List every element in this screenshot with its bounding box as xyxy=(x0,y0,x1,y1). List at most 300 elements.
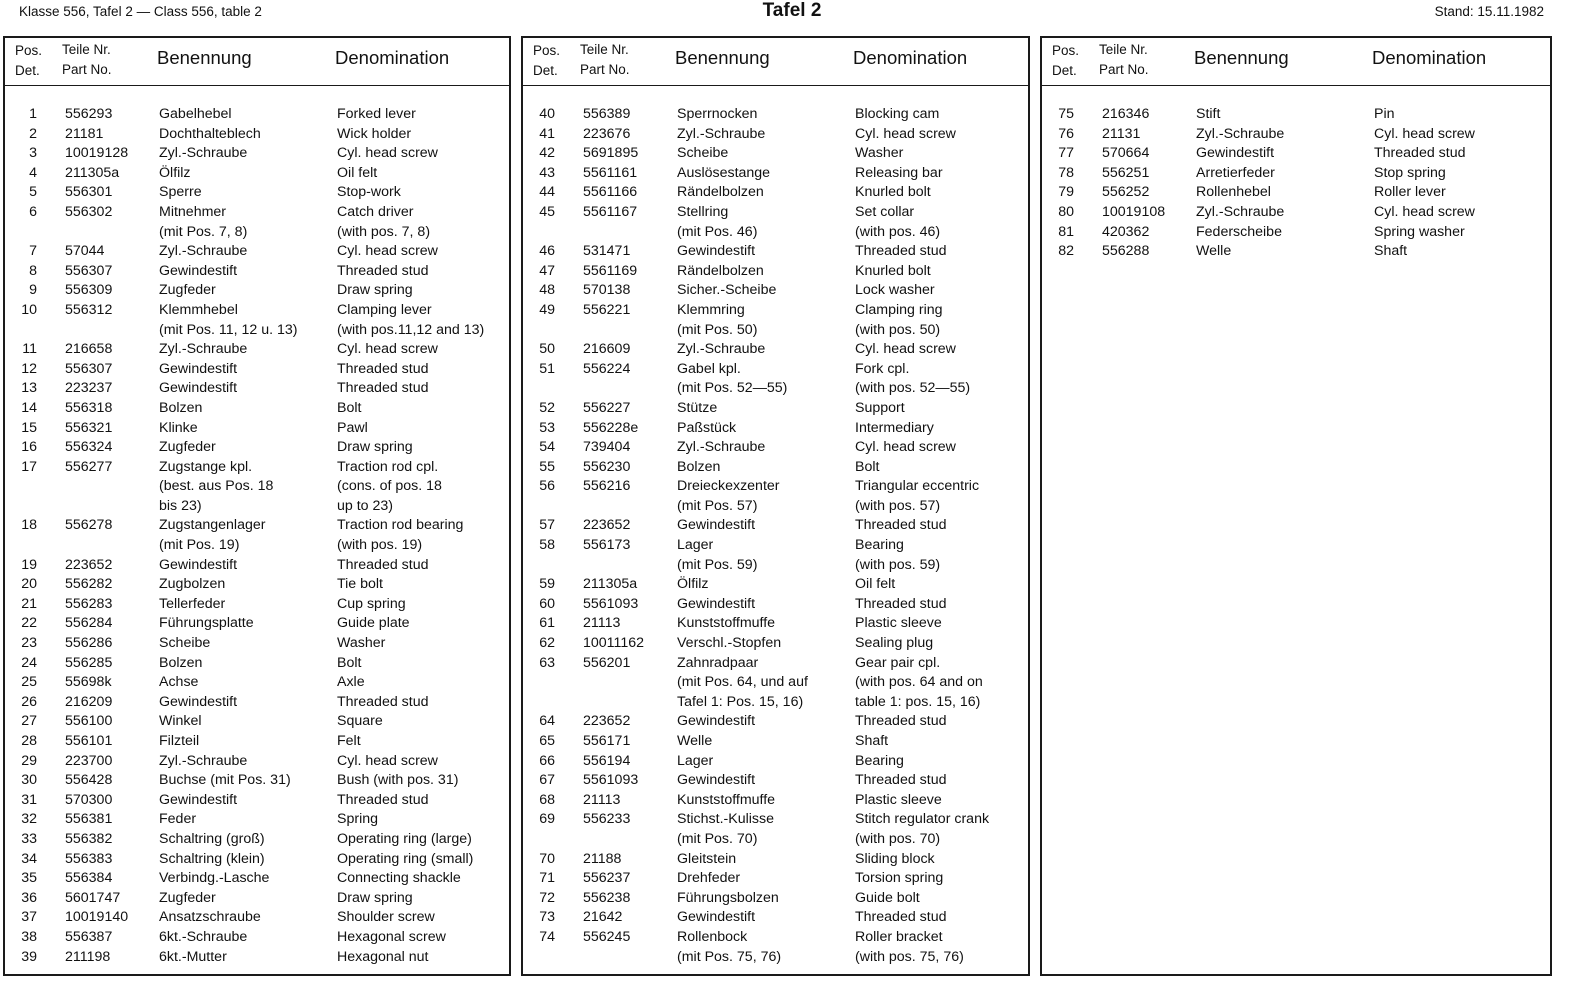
english-name: (with pos. 57) xyxy=(855,497,941,514)
pos-number: 49 xyxy=(539,301,555,318)
table-row-continuation xyxy=(523,497,1028,517)
english-name: Set collar xyxy=(855,203,915,220)
pos-number: 7 xyxy=(29,243,37,260)
part-number: 5561093 xyxy=(583,772,639,789)
english-name: (with pos. 19) xyxy=(337,537,423,554)
german-name: Rollenhebel xyxy=(1196,184,1271,201)
english-name: Bush (with pos. 31) xyxy=(337,772,459,789)
german-name: Ansatzschraube xyxy=(159,909,261,926)
part-number: 223652 xyxy=(583,713,631,730)
english-name: Stop-work xyxy=(337,184,401,201)
pos-header xyxy=(15,41,42,81)
table-row xyxy=(523,908,1028,928)
german-name: Auslösestange xyxy=(677,164,771,181)
pos-number: 29 xyxy=(21,752,37,769)
table-row xyxy=(5,928,509,948)
part-number: 556387 xyxy=(65,928,113,945)
table-row xyxy=(5,340,509,360)
english-name: Cyl. head screw xyxy=(855,125,956,142)
table-row xyxy=(5,850,509,870)
pos-number: 50 xyxy=(539,341,555,358)
table-row xyxy=(5,889,509,909)
table-row xyxy=(523,458,1028,478)
table-row xyxy=(1042,105,1550,125)
english-name: Plastic sleeve xyxy=(855,791,942,808)
pos-number: 59 xyxy=(539,576,555,593)
table-row-continuation xyxy=(5,497,509,517)
table-row xyxy=(523,928,1028,948)
part-number: 223652 xyxy=(65,556,113,573)
german-name: Gewindestift xyxy=(159,262,238,279)
german-name: Bolzen xyxy=(159,399,203,416)
table-row-continuation xyxy=(5,536,509,556)
table-row xyxy=(523,399,1028,419)
table-row xyxy=(5,516,509,536)
part-number: 556100 xyxy=(65,713,113,730)
english-name: Cyl. head screw xyxy=(1374,203,1475,220)
english-name: Gear pair cpl. xyxy=(855,654,941,671)
german-name: Rändelbolzen xyxy=(677,184,764,201)
english-name: Wick holder xyxy=(337,125,412,142)
english-name: Threaded stud xyxy=(337,791,429,808)
pos-number: 8 xyxy=(29,262,37,279)
part-number: 556277 xyxy=(65,458,113,475)
part-number: 21188 xyxy=(583,850,622,867)
part-number: 556312 xyxy=(65,301,113,318)
part-number: 556288 xyxy=(1102,243,1150,260)
part-number: 211305a xyxy=(65,164,120,181)
german-name: Zyl.-Schraube xyxy=(159,145,248,162)
english-name: Catch driver xyxy=(337,203,414,220)
pos-number: 6 xyxy=(29,203,37,220)
german-name: Sicher.-Scheibe xyxy=(677,282,777,299)
pos-number: 20 xyxy=(21,576,37,593)
english-name: (with pos. 75, 76) xyxy=(855,948,964,965)
english-name: Threaded stud xyxy=(1374,145,1466,162)
part-number: 55698k xyxy=(65,674,112,691)
table-row-continuation xyxy=(523,830,1028,850)
pos-number: 1 xyxy=(29,106,37,122)
table-row xyxy=(523,516,1028,536)
table-row xyxy=(1042,164,1550,184)
english-name: Clamping ring xyxy=(855,301,943,318)
english-name: Cyl. head screw xyxy=(855,341,956,358)
english-name: Hexagonal screw xyxy=(337,928,446,945)
pos-number: 33 xyxy=(21,830,37,847)
pos-number: 68 xyxy=(539,791,555,808)
part-number: 5561166 xyxy=(583,184,638,201)
part-number: 556224 xyxy=(583,360,631,377)
table-row xyxy=(5,419,509,439)
pos-number: 26 xyxy=(21,693,37,710)
part-no-header-line1: Teile Nr. xyxy=(1099,42,1148,57)
english-name: Threaded stud xyxy=(855,713,947,730)
part-number: 556428 xyxy=(65,772,113,789)
english-name: Axle xyxy=(337,674,365,691)
part-number: 556194 xyxy=(583,752,631,769)
german-name: Gewindestift xyxy=(677,517,756,534)
english-name: Spring xyxy=(337,811,379,828)
table-row xyxy=(523,360,1028,380)
english-name: Threaded stud xyxy=(337,262,429,279)
pos-number: 23 xyxy=(21,635,37,652)
german-name: Gewindestift xyxy=(159,791,238,808)
part-no-header xyxy=(580,40,630,80)
table-row xyxy=(1042,242,1550,262)
english-name: Threaded stud xyxy=(855,772,947,789)
german-name: Federscheibe xyxy=(1196,223,1282,240)
english-name: Washer xyxy=(337,635,386,652)
pos-number: 43 xyxy=(539,164,555,181)
german-name: (mit Pos. 64, und auf xyxy=(677,674,808,691)
table-row xyxy=(523,164,1028,184)
german-name: bis 23) xyxy=(159,497,202,514)
parts-list xyxy=(523,105,1028,967)
pos-number: 47 xyxy=(539,262,555,279)
table-row xyxy=(5,654,509,674)
part-no-header xyxy=(62,40,112,80)
german-name: Gewindestift xyxy=(159,380,238,397)
pos-number: 54 xyxy=(539,439,555,456)
english-name: Fork cpl. xyxy=(855,360,910,377)
english-name: Stop spring xyxy=(1374,164,1446,181)
benennung-header: Benennung xyxy=(675,47,770,68)
german-name: Paßstück xyxy=(677,419,737,436)
part-number: 556245 xyxy=(583,928,631,945)
english-name: Plastic sleeve xyxy=(855,615,942,632)
pos-number: 18 xyxy=(21,517,37,534)
english-name: Hexagonal nut xyxy=(337,948,429,965)
german-name: Ölfilz xyxy=(159,164,191,181)
english-name: Threaded stud xyxy=(337,380,429,397)
table-row xyxy=(523,438,1028,458)
part-number: 10019108 xyxy=(1102,203,1166,220)
german-name: Zyl.-Schraube xyxy=(677,341,766,358)
part-number: 556252 xyxy=(1102,184,1150,201)
table-row xyxy=(5,144,509,164)
part-number: 556237 xyxy=(583,870,631,887)
part-number: 556278 xyxy=(65,517,113,534)
part-number: 211198 xyxy=(65,948,111,965)
part-number: 570300 xyxy=(65,791,113,808)
denomination-header: Denomination xyxy=(853,47,968,68)
table-row xyxy=(523,203,1028,223)
german-name: Feder xyxy=(159,811,197,828)
table-row xyxy=(5,301,509,321)
english-name: Washer xyxy=(855,145,904,162)
table-row xyxy=(5,614,509,634)
english-name: Forked lever xyxy=(337,106,416,122)
german-name: Gewindestift xyxy=(677,243,756,260)
part-number: 556302 xyxy=(65,203,113,220)
part-no-header-line1: Teile Nr. xyxy=(580,42,629,57)
pos-number: 2 xyxy=(29,125,37,142)
german-name: Zyl.-Schraube xyxy=(159,341,248,358)
table-row xyxy=(523,850,1028,870)
part-number: 216609 xyxy=(583,341,631,358)
table-row xyxy=(5,164,509,184)
german-name: Gewindestift xyxy=(677,713,756,730)
part-number: 556384 xyxy=(65,870,113,887)
table-row-continuation xyxy=(523,556,1028,576)
table-row xyxy=(523,752,1028,772)
english-name: Operating ring (large) xyxy=(337,830,472,847)
pos-number: 16 xyxy=(21,439,37,456)
part-number: 5561167 xyxy=(583,203,638,220)
part-number: 556173 xyxy=(583,537,631,554)
page-title: Tafel 2 xyxy=(762,0,822,21)
table-row xyxy=(523,281,1028,301)
table-row xyxy=(5,399,509,419)
english-name: Stitch regulator crank xyxy=(855,811,990,828)
part-number: 556318 xyxy=(65,399,113,416)
table-row-continuation xyxy=(523,693,1028,713)
part-no-header-line2: Part No. xyxy=(580,62,630,77)
table-row-continuation xyxy=(523,379,1028,399)
table-row xyxy=(523,732,1028,752)
table-row xyxy=(5,732,509,752)
english-name: Cup spring xyxy=(337,595,406,612)
german-name: Achse xyxy=(159,674,199,691)
table-row xyxy=(5,752,509,772)
table-row xyxy=(5,595,509,615)
pos-number: 53 xyxy=(539,419,555,436)
table-row xyxy=(523,595,1028,615)
part-number: 556284 xyxy=(65,615,113,632)
german-name: Gewindestift xyxy=(1196,145,1275,162)
parts-table-column-1 xyxy=(3,36,511,976)
part-number: 556324 xyxy=(65,439,113,456)
german-name: (mit Pos. 46) xyxy=(677,223,758,240)
german-name: Verschl.-Stopfen xyxy=(677,635,782,652)
english-name: (with pos. 7, 8) xyxy=(337,223,431,240)
part-number: 10019140 xyxy=(65,909,129,926)
german-name: Gewindestift xyxy=(159,360,238,377)
table-row xyxy=(523,889,1028,909)
table-row-continuation xyxy=(523,948,1028,968)
pos-number: 78 xyxy=(1058,164,1074,181)
part-number: 556309 xyxy=(65,282,113,299)
part-number: 5601747 xyxy=(65,889,121,906)
part-number: 556101 xyxy=(65,733,113,749)
pos-number: 32 xyxy=(21,811,37,828)
column-header-row xyxy=(523,38,1028,86)
pos-number: 62 xyxy=(539,635,555,652)
table-row xyxy=(523,654,1028,674)
english-name: Cyl. head screw xyxy=(337,341,438,358)
english-name: Traction rod bearing xyxy=(337,517,464,534)
pos-number: 80 xyxy=(1058,203,1074,220)
german-name: Zugstangenlager xyxy=(159,517,266,534)
english-name: (with pos. 46) xyxy=(855,223,941,240)
part-number: 556201 xyxy=(583,654,631,671)
pos-number: 57 xyxy=(539,517,555,534)
english-name: Threaded stud xyxy=(855,243,947,260)
english-name: Pawl xyxy=(337,419,368,436)
english-name: Square xyxy=(337,713,383,730)
german-name: Zyl.-Schraube xyxy=(677,125,766,142)
pos-number: 65 xyxy=(539,733,555,749)
pos-number: 30 xyxy=(21,772,37,789)
english-name: Threaded stud xyxy=(855,595,947,612)
english-name: Cyl. head screw xyxy=(337,752,438,769)
english-name: table 1: pos. 15, 16) xyxy=(855,693,981,710)
german-name: Kunststoffmuffe xyxy=(677,615,776,632)
german-name: Scheibe xyxy=(159,635,211,652)
table-row xyxy=(5,791,509,811)
part-number: 556382 xyxy=(65,830,113,847)
part-number: 211305a xyxy=(583,576,638,593)
table-row xyxy=(523,144,1028,164)
pos-number: 19 xyxy=(21,556,37,573)
part-number: 420362 xyxy=(1102,223,1150,240)
table-row xyxy=(5,458,509,478)
german-name: Gabel kpl. xyxy=(677,360,741,377)
english-name: Knurled bolt xyxy=(855,262,931,279)
german-name: Führungsbolzen xyxy=(677,889,779,906)
english-name: Shaft xyxy=(855,733,889,749)
table-row-continuation xyxy=(5,223,509,243)
english-name: Draw spring xyxy=(337,282,413,299)
pos-header-line1: Pos. xyxy=(533,43,561,58)
english-name: (with pos. 64 and on xyxy=(855,674,983,691)
part-number: 556221 xyxy=(583,301,631,318)
pos-number: 12 xyxy=(21,360,37,377)
pos-number: 4 xyxy=(29,164,37,181)
table-row xyxy=(523,614,1028,634)
pos-number: 22 xyxy=(21,615,37,632)
table-row-continuation xyxy=(5,477,509,497)
part-number: 223676 xyxy=(583,125,631,142)
table-row-continuation xyxy=(523,223,1028,243)
part-number: 21113 xyxy=(583,615,621,632)
english-name: Cyl. head screw xyxy=(337,243,438,260)
pos-number: 77 xyxy=(1058,145,1074,162)
table-row xyxy=(5,673,509,693)
part-no-header-line2: Part No. xyxy=(62,62,112,77)
table-row xyxy=(1042,125,1550,145)
english-name: Threaded stud xyxy=(337,693,429,710)
part-number: 5561169 xyxy=(583,262,638,279)
german-name: Führungsplatte xyxy=(159,615,254,632)
table-row xyxy=(5,379,509,399)
table-row xyxy=(5,575,509,595)
table-row xyxy=(5,242,509,262)
pos-number: 79 xyxy=(1058,184,1074,201)
english-name: Cyl. head screw xyxy=(855,439,956,456)
german-name: Stellring xyxy=(677,203,729,220)
pos-header-line1: Pos. xyxy=(1052,43,1080,58)
part-number: 21113 xyxy=(583,791,621,808)
german-name: Filzteil xyxy=(159,733,200,749)
english-name: Draw spring xyxy=(337,889,413,906)
pos-number: 38 xyxy=(21,928,37,945)
pos-number: 66 xyxy=(539,752,555,769)
part-number: 556282 xyxy=(65,576,113,593)
pos-number: 58 xyxy=(539,537,555,554)
table-row xyxy=(523,712,1028,732)
german-name: Zugfeder xyxy=(159,889,216,906)
pos-number: 28 xyxy=(21,733,37,749)
english-name: (with pos. 70) xyxy=(855,830,941,847)
part-number: 223652 xyxy=(583,517,631,534)
english-name: (with pos. 59) xyxy=(855,556,941,573)
pos-number: 73 xyxy=(539,909,555,926)
part-no-header-line2: Part No. xyxy=(1099,62,1149,77)
pos-number: 42 xyxy=(539,145,555,162)
part-number: 5561161 xyxy=(583,164,638,181)
pos-number: 25 xyxy=(21,674,37,691)
pos-number: 71 xyxy=(539,870,555,887)
english-name: Support xyxy=(855,399,905,416)
english-name: Threaded stud xyxy=(855,909,947,926)
german-name: Klemmring xyxy=(677,301,745,318)
english-name: Triangular eccentric xyxy=(855,478,980,495)
german-name: Arretierfeder xyxy=(1196,164,1275,181)
german-name: Winkel xyxy=(159,713,202,730)
german-name: Bolzen xyxy=(677,458,721,475)
pos-number: 55 xyxy=(539,458,555,475)
column-header-row xyxy=(5,38,509,86)
table-row xyxy=(523,125,1028,145)
pos-number: 36 xyxy=(21,889,37,906)
table-row xyxy=(5,183,509,203)
pos-number: 11 xyxy=(22,341,37,358)
table-row-continuation xyxy=(523,321,1028,341)
part-number: 556227 xyxy=(583,399,631,416)
parts-table-column-3 xyxy=(1040,36,1552,976)
part-number: 556307 xyxy=(65,360,113,377)
table-row xyxy=(523,791,1028,811)
english-name: Bolt xyxy=(337,399,362,416)
pos-number: 24 xyxy=(21,654,37,671)
part-number: 216209 xyxy=(65,693,113,710)
benennung-header: Benennung xyxy=(1194,47,1289,68)
english-name: Sliding block xyxy=(855,850,935,867)
german-name: Rändelbolzen xyxy=(677,262,764,279)
pos-number: 31 xyxy=(21,791,37,808)
german-name: Zyl.-Schraube xyxy=(1196,125,1285,142)
german-name: Zugfeder xyxy=(159,282,216,299)
german-name: Gabelhebel xyxy=(159,106,232,122)
pos-number: 45 xyxy=(539,203,555,220)
pos-number: 69 xyxy=(539,811,555,828)
german-name: Welle xyxy=(1196,243,1232,260)
pos-header xyxy=(1052,41,1079,81)
german-name: Stichst.-Kulisse xyxy=(677,811,774,828)
english-name: Felt xyxy=(337,733,361,749)
pos-number: 46 xyxy=(539,243,555,260)
german-name: Schaltring (groß) xyxy=(159,830,265,847)
denomination-header: Denomination xyxy=(1372,47,1487,68)
part-number: 556230 xyxy=(583,458,631,475)
pos-number: 81 xyxy=(1058,223,1074,240)
table-row xyxy=(5,125,509,145)
table-row xyxy=(5,634,509,654)
pos-number: 10 xyxy=(21,301,37,318)
english-name: Bearing xyxy=(855,537,904,554)
part-number: 556171 xyxy=(583,733,631,749)
part-no-header-line1: Teile Nr. xyxy=(62,42,111,57)
pos-header-line2: Det. xyxy=(533,63,558,78)
table-row xyxy=(523,810,1028,830)
german-name: Scheibe xyxy=(677,145,729,162)
english-name: Guide bolt xyxy=(855,889,920,906)
part-number: 556321 xyxy=(65,419,113,436)
german-name: Tellerfeder xyxy=(159,595,226,612)
english-name: Threaded stud xyxy=(337,360,429,377)
table-row-continuation xyxy=(523,673,1028,693)
